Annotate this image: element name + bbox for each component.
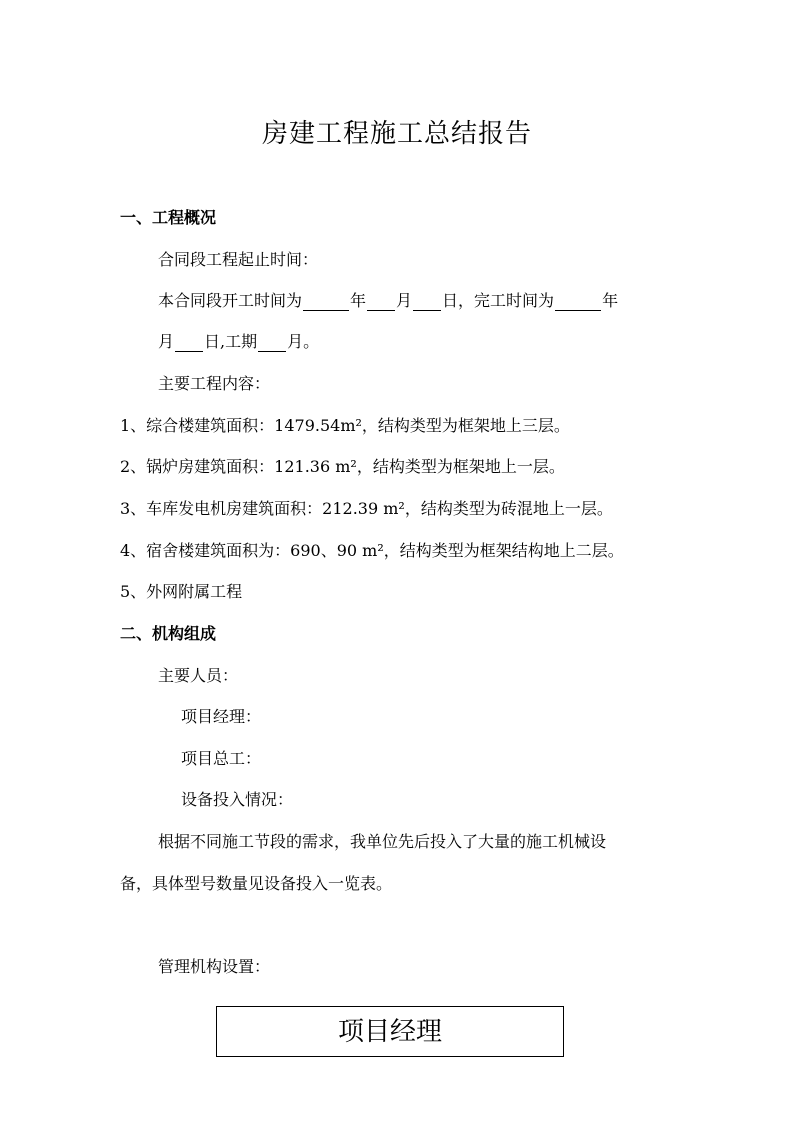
equipment-paragraph-line-1: 根据不同施工节段的需求，我单位先后投入了大量的施工机械设 xyxy=(158,832,607,851)
start-end-time-line-1 xyxy=(158,291,618,311)
duration-blank xyxy=(258,335,286,352)
list-item: 1、综合楼建筑面积：1479.54m²，结构类型为框架地上三层。 xyxy=(120,416,570,435)
start-day-blank xyxy=(413,294,441,311)
main-staff-label: 主要人员： xyxy=(158,666,239,685)
list-item: 5、外网附属工程 xyxy=(120,582,243,601)
main-content-label: 主要工程内容： xyxy=(158,374,271,393)
section-1-heading: 一、工程概况 xyxy=(120,208,217,227)
project-manager-label: 项目经理： xyxy=(181,707,262,726)
month-text: 月 xyxy=(396,291,413,310)
list-item: 2、锅炉房建筑面积：121.36 m²，结构类型为框架地上一层。 xyxy=(120,457,565,476)
completion-time-text: 日，完工时间为 xyxy=(442,291,555,310)
start-month-blank xyxy=(367,294,395,311)
org-chart-box-project-manager: 项目经理 xyxy=(216,1006,564,1057)
start-end-time-line-2 xyxy=(158,332,319,352)
end-month-text: 月 xyxy=(158,332,175,351)
duration-text: 日,工期 xyxy=(204,332,258,351)
document-title: 房建工程施工总结报告 xyxy=(261,119,532,149)
equipment-label: 设备投入情况： xyxy=(181,790,294,809)
duration-unit-text: 月。 xyxy=(287,332,320,351)
start-time-text: 本合同段开工时间为 xyxy=(158,291,303,310)
end-day-blank xyxy=(175,335,203,352)
contract-time-label: 合同段工程起止时间： xyxy=(158,250,319,269)
list-item: 3、车库发电机房建筑面积：212.39 m²，结构类型为砖混地上一层。 xyxy=(120,499,613,518)
list-item: 4、宿舍楼建筑面积为：690、90 m²，结构类型为框架结构地上二层。 xyxy=(120,541,624,560)
year-text: 年 xyxy=(350,291,367,310)
section-2-heading: 二、机构组成 xyxy=(120,624,217,643)
end-year-text: 年 xyxy=(602,291,619,310)
end-year-blank xyxy=(555,294,601,311)
management-structure-label: 管理机构设置： xyxy=(158,957,271,976)
equipment-paragraph-line-2: 备，具体型号数量见设备投入一览表。 xyxy=(120,874,393,893)
start-year-blank xyxy=(303,294,349,311)
chief-engineer-label: 项目总工： xyxy=(181,749,262,768)
